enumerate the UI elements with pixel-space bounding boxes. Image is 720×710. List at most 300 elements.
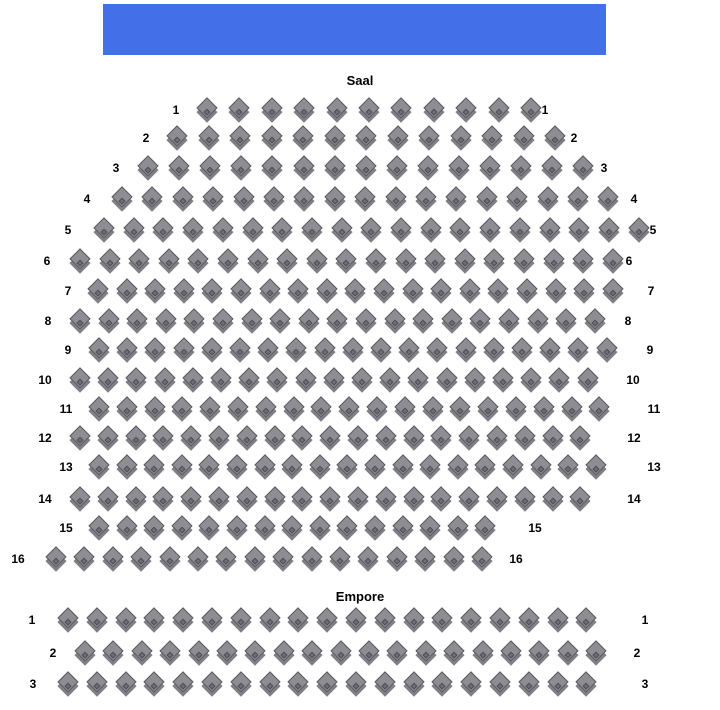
seat[interactable] bbox=[397, 275, 428, 306]
seat[interactable] bbox=[353, 543, 384, 574]
seat[interactable] bbox=[564, 214, 595, 245]
seat[interactable] bbox=[553, 451, 584, 482]
seat[interactable] bbox=[312, 668, 343, 699]
seat[interactable] bbox=[52, 668, 83, 699]
seat[interactable] bbox=[197, 275, 228, 306]
seat[interactable] bbox=[431, 364, 462, 395]
seat[interactable] bbox=[584, 393, 615, 424]
seat[interactable] bbox=[194, 512, 225, 543]
seat[interactable] bbox=[569, 275, 600, 306]
seat[interactable] bbox=[465, 305, 496, 336]
seat[interactable] bbox=[466, 543, 497, 574]
seat[interactable] bbox=[242, 245, 273, 276]
seat[interactable] bbox=[168, 275, 199, 306]
seat[interactable] bbox=[454, 483, 485, 514]
seat[interactable] bbox=[398, 604, 429, 635]
seat[interactable] bbox=[436, 305, 467, 336]
seat[interactable] bbox=[176, 422, 207, 453]
seat[interactable] bbox=[211, 543, 242, 574]
seat[interactable] bbox=[522, 305, 553, 336]
seat[interactable] bbox=[350, 183, 381, 214]
seat[interactable] bbox=[139, 512, 170, 543]
seat[interactable] bbox=[568, 152, 599, 183]
seat[interactable] bbox=[137, 183, 168, 214]
seat[interactable] bbox=[382, 122, 413, 153]
seat[interactable] bbox=[94, 245, 125, 276]
seat[interactable] bbox=[195, 393, 226, 424]
seat[interactable] bbox=[571, 668, 602, 699]
seat[interactable] bbox=[515, 94, 546, 125]
seat[interactable] bbox=[350, 122, 381, 153]
seat[interactable] bbox=[203, 483, 234, 514]
seat[interactable] bbox=[350, 152, 381, 183]
seat[interactable] bbox=[212, 245, 243, 276]
seat[interactable] bbox=[544, 364, 575, 395]
seat[interactable] bbox=[205, 364, 236, 395]
seat[interactable] bbox=[470, 451, 501, 482]
seat[interactable] bbox=[456, 668, 487, 699]
seat[interactable] bbox=[253, 334, 284, 365]
seat[interactable] bbox=[211, 637, 242, 668]
seat[interactable] bbox=[360, 245, 391, 276]
seat[interactable] bbox=[591, 334, 622, 365]
seat[interactable] bbox=[182, 543, 213, 574]
seat[interactable] bbox=[571, 604, 602, 635]
seat[interactable] bbox=[221, 451, 252, 482]
seat[interactable] bbox=[93, 305, 124, 336]
seat[interactable] bbox=[593, 214, 624, 245]
seat[interactable] bbox=[562, 183, 593, 214]
seat[interactable] bbox=[183, 245, 214, 276]
seat[interactable] bbox=[509, 422, 540, 453]
seat[interactable] bbox=[250, 393, 281, 424]
seat[interactable] bbox=[445, 122, 476, 153]
seat[interactable] bbox=[478, 334, 509, 365]
seat[interactable] bbox=[369, 604, 400, 635]
seat[interactable] bbox=[415, 451, 446, 482]
seat[interactable] bbox=[487, 364, 518, 395]
seat[interactable] bbox=[281, 334, 312, 365]
seat[interactable] bbox=[93, 364, 124, 395]
seat[interactable] bbox=[88, 214, 119, 245]
seat[interactable] bbox=[124, 245, 155, 276]
seat[interactable] bbox=[288, 152, 319, 183]
seat[interactable] bbox=[445, 214, 476, 245]
seat[interactable] bbox=[139, 604, 170, 635]
seat[interactable] bbox=[443, 152, 474, 183]
seat[interactable] bbox=[118, 214, 149, 245]
seat[interactable] bbox=[262, 364, 293, 395]
seat[interactable] bbox=[81, 604, 112, 635]
seat[interactable] bbox=[256, 122, 287, 153]
seat[interactable] bbox=[256, 94, 287, 125]
seat[interactable] bbox=[140, 334, 171, 365]
seat[interactable] bbox=[198, 183, 229, 214]
seat[interactable] bbox=[353, 637, 384, 668]
seat[interactable] bbox=[254, 275, 285, 306]
seat[interactable] bbox=[350, 305, 381, 336]
seat[interactable] bbox=[479, 245, 510, 276]
seat[interactable] bbox=[268, 637, 299, 668]
seat[interactable] bbox=[539, 122, 570, 153]
seat[interactable] bbox=[508, 122, 539, 153]
seat[interactable] bbox=[426, 422, 457, 453]
seat[interactable] bbox=[467, 637, 498, 668]
seat[interactable] bbox=[593, 183, 624, 214]
seat[interactable] bbox=[342, 422, 373, 453]
seat[interactable] bbox=[149, 364, 180, 395]
seat[interactable] bbox=[167, 393, 198, 424]
seat[interactable] bbox=[239, 543, 270, 574]
seat[interactable] bbox=[356, 214, 387, 245]
seat[interactable] bbox=[538, 245, 569, 276]
seat[interactable] bbox=[381, 543, 412, 574]
seat[interactable] bbox=[254, 668, 285, 699]
seat[interactable] bbox=[111, 393, 142, 424]
seat[interactable] bbox=[420, 245, 451, 276]
seat[interactable] bbox=[83, 393, 114, 424]
seat[interactable] bbox=[132, 152, 163, 183]
seat[interactable] bbox=[97, 543, 128, 574]
seat[interactable] bbox=[516, 364, 547, 395]
seat[interactable] bbox=[306, 393, 337, 424]
seat[interactable] bbox=[502, 183, 533, 214]
seat[interactable] bbox=[500, 393, 531, 424]
seat[interactable] bbox=[195, 152, 226, 183]
seat[interactable] bbox=[481, 422, 512, 453]
seat[interactable] bbox=[196, 604, 227, 635]
seat[interactable] bbox=[69, 543, 100, 574]
seat[interactable] bbox=[359, 512, 390, 543]
seat[interactable] bbox=[379, 305, 410, 336]
seat[interactable] bbox=[277, 451, 308, 482]
seat[interactable] bbox=[315, 422, 346, 453]
seat[interactable] bbox=[325, 637, 356, 668]
seat[interactable] bbox=[297, 637, 328, 668]
seat[interactable] bbox=[224, 94, 255, 125]
seat[interactable] bbox=[565, 422, 596, 453]
seat[interactable] bbox=[258, 183, 289, 214]
seat[interactable] bbox=[410, 637, 441, 668]
seat[interactable] bbox=[289, 183, 320, 214]
seat[interactable] bbox=[369, 668, 400, 699]
seat[interactable] bbox=[449, 245, 480, 276]
seat[interactable] bbox=[410, 183, 441, 214]
seat[interactable] bbox=[353, 94, 384, 125]
seat[interactable] bbox=[450, 334, 481, 365]
seat[interactable] bbox=[301, 245, 332, 276]
seat[interactable] bbox=[508, 245, 539, 276]
seat[interactable] bbox=[318, 364, 349, 395]
seat[interactable] bbox=[597, 245, 628, 276]
seat[interactable] bbox=[439, 637, 470, 668]
seat[interactable] bbox=[534, 214, 565, 245]
seat[interactable] bbox=[504, 214, 535, 245]
seat[interactable] bbox=[178, 214, 209, 245]
seat[interactable] bbox=[254, 604, 285, 635]
seat[interactable] bbox=[221, 512, 252, 543]
seat[interactable] bbox=[225, 668, 256, 699]
seat[interactable] bbox=[122, 305, 153, 336]
seat[interactable] bbox=[176, 483, 207, 514]
seat[interactable] bbox=[542, 604, 573, 635]
seat[interactable] bbox=[83, 334, 114, 365]
seat[interactable] bbox=[154, 543, 185, 574]
seat[interactable] bbox=[427, 604, 458, 635]
seat[interactable] bbox=[64, 245, 95, 276]
seat[interactable] bbox=[542, 668, 573, 699]
seat[interactable] bbox=[412, 152, 443, 183]
seat[interactable] bbox=[64, 483, 95, 514]
seat[interactable] bbox=[580, 451, 611, 482]
seat[interactable] bbox=[340, 668, 371, 699]
seat[interactable] bbox=[139, 668, 170, 699]
seat[interactable] bbox=[319, 152, 350, 183]
seat[interactable] bbox=[148, 214, 179, 245]
seat[interactable] bbox=[112, 334, 143, 365]
seat[interactable] bbox=[524, 637, 555, 668]
seat[interactable] bbox=[207, 214, 238, 245]
seat[interactable] bbox=[272, 245, 303, 276]
seat[interactable] bbox=[283, 604, 314, 635]
seat[interactable] bbox=[506, 152, 537, 183]
seat[interactable] bbox=[126, 543, 157, 574]
seat[interactable] bbox=[484, 604, 515, 635]
seat[interactable] bbox=[408, 305, 439, 336]
seat[interactable] bbox=[340, 604, 371, 635]
seat[interactable] bbox=[495, 637, 526, 668]
seat[interactable] bbox=[370, 483, 401, 514]
seat[interactable] bbox=[337, 334, 368, 365]
seat[interactable] bbox=[473, 393, 504, 424]
seat[interactable] bbox=[342, 483, 373, 514]
seat[interactable] bbox=[509, 483, 540, 514]
seat[interactable] bbox=[454, 275, 485, 306]
seat[interactable] bbox=[340, 275, 371, 306]
seat[interactable] bbox=[148, 422, 179, 453]
seat[interactable] bbox=[532, 183, 563, 214]
seat[interactable] bbox=[334, 393, 365, 424]
seat[interactable] bbox=[277, 512, 308, 543]
seat[interactable] bbox=[268, 543, 299, 574]
seat[interactable] bbox=[370, 422, 401, 453]
seat[interactable] bbox=[194, 451, 225, 482]
seat[interactable] bbox=[140, 275, 171, 306]
seat[interactable] bbox=[386, 94, 417, 125]
seat[interactable] bbox=[418, 94, 449, 125]
seat[interactable] bbox=[293, 305, 324, 336]
seat[interactable] bbox=[83, 451, 114, 482]
seat[interactable] bbox=[126, 637, 157, 668]
seat[interactable] bbox=[179, 305, 210, 336]
seat[interactable] bbox=[69, 637, 100, 668]
seat[interactable] bbox=[296, 214, 327, 245]
seat[interactable] bbox=[161, 122, 192, 153]
seat[interactable] bbox=[234, 364, 265, 395]
seat[interactable] bbox=[375, 364, 406, 395]
seat[interactable] bbox=[359, 451, 390, 482]
seat[interactable] bbox=[324, 543, 355, 574]
seat[interactable] bbox=[456, 604, 487, 635]
seat[interactable] bbox=[483, 94, 514, 125]
seat[interactable] bbox=[64, 364, 95, 395]
seat[interactable] bbox=[415, 512, 446, 543]
seat[interactable] bbox=[319, 122, 350, 153]
seat[interactable] bbox=[315, 483, 346, 514]
seat[interactable] bbox=[535, 334, 566, 365]
seat[interactable] bbox=[287, 483, 318, 514]
seat[interactable] bbox=[563, 334, 594, 365]
seat[interactable] bbox=[390, 245, 421, 276]
seat[interactable] bbox=[240, 637, 271, 668]
seat[interactable] bbox=[413, 122, 444, 153]
seat[interactable] bbox=[565, 483, 596, 514]
seat[interactable] bbox=[98, 637, 129, 668]
seat[interactable] bbox=[322, 305, 353, 336]
seat[interactable] bbox=[537, 152, 568, 183]
seat[interactable] bbox=[287, 122, 318, 153]
seat[interactable] bbox=[121, 364, 152, 395]
seat[interactable] bbox=[64, 305, 95, 336]
seat[interactable] bbox=[346, 364, 377, 395]
seat[interactable] bbox=[528, 393, 559, 424]
seat[interactable] bbox=[225, 275, 256, 306]
seat[interactable] bbox=[196, 668, 227, 699]
seat[interactable] bbox=[572, 364, 603, 395]
seat[interactable] bbox=[224, 334, 255, 365]
seat[interactable] bbox=[365, 334, 396, 365]
seat[interactable] bbox=[289, 94, 320, 125]
seat[interactable] bbox=[167, 183, 198, 214]
seat[interactable] bbox=[380, 183, 411, 214]
seat[interactable] bbox=[321, 94, 352, 125]
seat[interactable] bbox=[497, 451, 528, 482]
seat[interactable] bbox=[579, 305, 610, 336]
seat[interactable] bbox=[168, 334, 199, 365]
seat[interactable] bbox=[40, 543, 71, 574]
seat[interactable] bbox=[454, 422, 485, 453]
seat[interactable] bbox=[312, 604, 343, 635]
seat[interactable] bbox=[110, 604, 141, 635]
seat[interactable] bbox=[513, 604, 544, 635]
seat[interactable] bbox=[168, 668, 199, 699]
seat[interactable] bbox=[422, 334, 453, 365]
seat[interactable] bbox=[568, 245, 599, 276]
seat[interactable] bbox=[81, 668, 112, 699]
seat[interactable] bbox=[506, 334, 537, 365]
seat[interactable] bbox=[236, 305, 267, 336]
seat[interactable] bbox=[471, 183, 502, 214]
seat[interactable] bbox=[481, 483, 512, 514]
seat[interactable] bbox=[389, 393, 420, 424]
seat[interactable] bbox=[290, 364, 321, 395]
seat[interactable] bbox=[110, 668, 141, 699]
seat[interactable] bbox=[224, 122, 255, 153]
seat[interactable] bbox=[381, 152, 412, 183]
seat[interactable] bbox=[332, 451, 363, 482]
seat[interactable] bbox=[483, 275, 514, 306]
seat[interactable] bbox=[168, 604, 199, 635]
seat[interactable] bbox=[309, 334, 340, 365]
seat[interactable] bbox=[398, 668, 429, 699]
seat[interactable] bbox=[207, 305, 238, 336]
seat[interactable] bbox=[150, 305, 181, 336]
seat[interactable] bbox=[319, 183, 350, 214]
seat[interactable] bbox=[177, 364, 208, 395]
seat[interactable] bbox=[493, 305, 524, 336]
seat[interactable] bbox=[155, 637, 186, 668]
seat[interactable] bbox=[331, 245, 362, 276]
seat[interactable] bbox=[231, 422, 262, 453]
seat[interactable] bbox=[296, 543, 327, 574]
seat[interactable] bbox=[267, 214, 298, 245]
seat[interactable] bbox=[459, 364, 490, 395]
seat[interactable] bbox=[361, 393, 392, 424]
seat[interactable] bbox=[139, 451, 170, 482]
seat[interactable] bbox=[410, 543, 441, 574]
seat[interactable] bbox=[222, 393, 253, 424]
seat[interactable] bbox=[237, 214, 268, 245]
seat[interactable] bbox=[623, 214, 654, 245]
seat[interactable] bbox=[283, 668, 314, 699]
seat[interactable] bbox=[332, 512, 363, 543]
seat[interactable] bbox=[451, 94, 482, 125]
seat[interactable] bbox=[382, 637, 413, 668]
seat[interactable] bbox=[257, 152, 288, 183]
seat[interactable] bbox=[426, 275, 457, 306]
seat[interactable] bbox=[385, 214, 416, 245]
seat[interactable] bbox=[415, 214, 446, 245]
seat[interactable] bbox=[287, 422, 318, 453]
seat[interactable] bbox=[368, 275, 399, 306]
seat[interactable] bbox=[597, 275, 628, 306]
seat[interactable] bbox=[106, 183, 137, 214]
seat[interactable] bbox=[82, 275, 113, 306]
seat[interactable] bbox=[540, 275, 571, 306]
seat[interactable] bbox=[183, 637, 214, 668]
seat[interactable] bbox=[426, 483, 457, 514]
seat[interactable] bbox=[148, 483, 179, 514]
seat[interactable] bbox=[153, 245, 184, 276]
seat[interactable] bbox=[551, 305, 582, 336]
seat[interactable] bbox=[196, 334, 227, 365]
seat[interactable] bbox=[326, 214, 357, 245]
seat[interactable] bbox=[445, 393, 476, 424]
seat[interactable] bbox=[470, 512, 501, 543]
seat[interactable] bbox=[193, 122, 224, 153]
seat[interactable] bbox=[64, 422, 95, 453]
seat[interactable] bbox=[92, 422, 123, 453]
seat[interactable] bbox=[283, 275, 314, 306]
seat[interactable] bbox=[92, 483, 123, 514]
seat[interactable] bbox=[311, 275, 342, 306]
seat[interactable] bbox=[475, 214, 506, 245]
seat[interactable] bbox=[111, 275, 142, 306]
seat[interactable] bbox=[231, 483, 262, 514]
seat[interactable] bbox=[164, 152, 195, 183]
seat[interactable] bbox=[441, 183, 472, 214]
seat[interactable] bbox=[511, 275, 542, 306]
seat[interactable] bbox=[225, 604, 256, 635]
seat[interactable] bbox=[265, 305, 296, 336]
seat[interactable] bbox=[228, 183, 259, 214]
seat[interactable] bbox=[513, 668, 544, 699]
seat[interactable] bbox=[226, 152, 257, 183]
seat[interactable] bbox=[581, 637, 612, 668]
seat[interactable] bbox=[438, 543, 469, 574]
seat[interactable] bbox=[476, 122, 507, 153]
seat[interactable] bbox=[203, 422, 234, 453]
